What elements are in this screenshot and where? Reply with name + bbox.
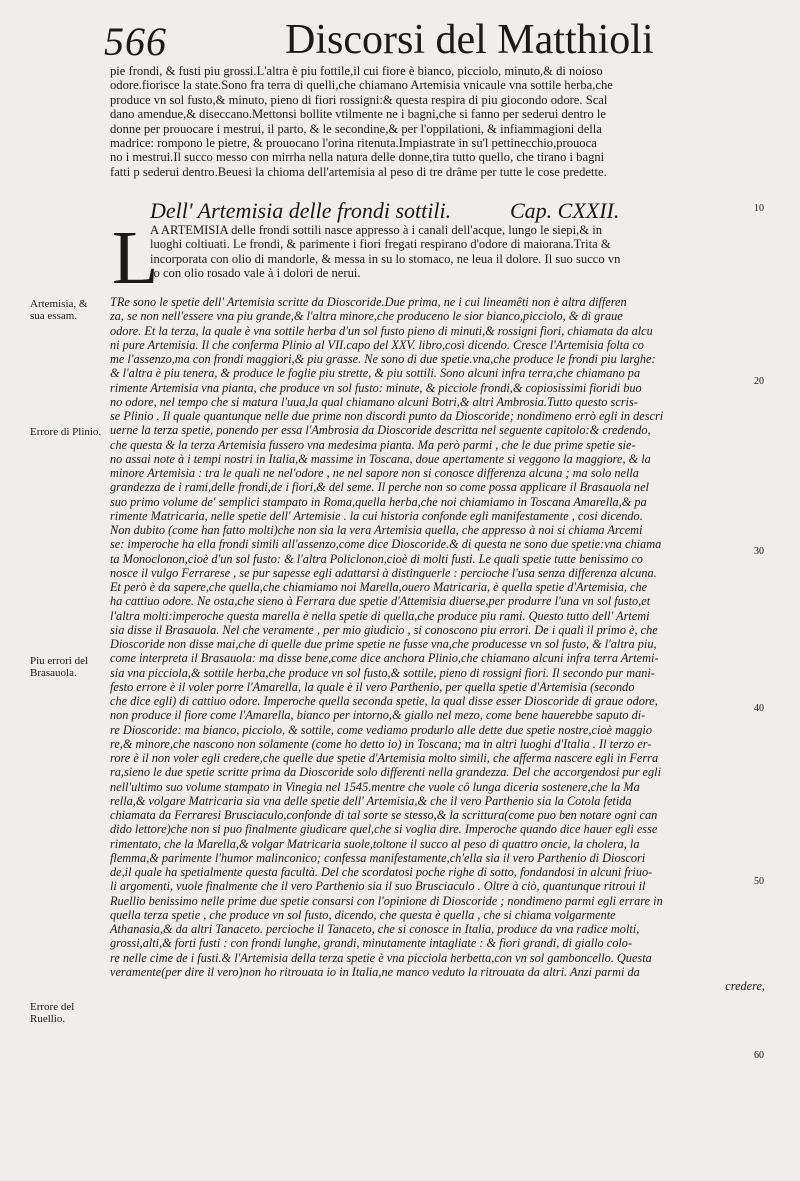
text-line: grandezza de i rami,delle frondi,de i fiori,& del seme. Il perche non so come possa applicare il Brasauola nel (110, 480, 649, 495)
text-line: pie frondi, & fusti piu grossi.L'altra è piu fottile,il cui fiore è bianco, picciolo, minuto,& di noioso (110, 64, 603, 78)
text-line: produce vn sol fusto,& minuto, pieno di fiori rossigni:& questa respira di piu giocondo odore. Scal (110, 92, 608, 107)
text-line: rimente Matricaria, nelle spetie dell' Artemisie . la cui historia confonde egli manifestamente , cosi dicendo. (110, 508, 643, 523)
line-number: 20 (754, 376, 764, 387)
text-line: rore è il non voler egli credere,che quelle due spetie d'Artemisia molto simili, che afferma nascere egli in Ferra (110, 751, 659, 765)
text-line: & l'altra è piu tenera, & produce le foglie piu strette, & piu sottili. Sono alcuni infra terra,che chiamano pa (110, 366, 641, 381)
text-line: odore.fiorisce la state.Sono fra terra di quelli,che chiamano Artemisia vnicaule vna sottile herba,che (110, 78, 613, 93)
text-line: me l'assenzo,ma con frondi maggiori,& piu grasse. Ne sono di due spetie.vna,che produce le frondi piu larghe: (110, 352, 656, 366)
text-line: nell'ultimo suo volume stampato in Vinegia nel 1545.mentre che vuole cô lunga diceria sostenere,che la Ma (110, 779, 640, 794)
text-line: za, se non nell'essere vna piu grande,& l'altra minore,che produceno le sior bianco,picciolo, & di graue (110, 309, 623, 324)
chapter-title: Dell' Artemisia delle frondi sottili. (150, 198, 452, 223)
text-line: rella,& volgare Matricaria sia vna delle spetie dell' Artemisia,& che il vero Parthenio sia la Cotola fetida (110, 793, 632, 808)
text-line: madrice: rompono le pietre, & prouocano l'orina ritenuta.Impiastrate in su'l pettinecchio,prouoca (110, 136, 597, 151)
line-number: 30 (754, 546, 764, 557)
text-line: donne per prouocare i mestrui, il parto, & le secondine,& per l'oppilationi, & infiammagioni della (110, 121, 602, 136)
text-line: sia disse il Brasauola. Nel che veramente , per mio giudicio , si conoscono piu errori. De i quali il primo è, che (110, 622, 658, 637)
text-line: ra,sieno le due spetie scritte prima da Dioscoride solo differenti nella grandezza. Del che accorgendosi pur egli (110, 765, 661, 780)
text-line: odore. Et la terza, la quale è vna sottile herba d'un sol fusto pieno di minuti,& rossigni fiori, chiamata da alcu (110, 323, 653, 338)
text-line: dido lettore)che non si puo finalmente giudicare quel,che si voglia dire. Imperoche quando dice hauer egli esse (110, 822, 658, 837)
chapter-heading (110, 198, 760, 222)
line-number: 40 (754, 703, 764, 714)
commentary-text (110, 295, 765, 993)
line-number: 60 (754, 1050, 764, 1061)
text-line: no assai note à i tempi nostri in Italia,& massime in Toscana, doue apertamente si veggono la maggiore, & la (110, 451, 651, 466)
text-line: quella terza spetie , che produce vn sol fusto, dicendo, che questa è quella , che si chiama volgarmente (110, 907, 616, 922)
text-line: ni pure Artemisia. Il che conferma Plinio al VII.capo del XXV. libro,così dicendo. Cresce l'Artemisia folta co (110, 337, 644, 352)
text-line: credere, (725, 979, 765, 993)
text-line: TRe sono le spetie dell' Artemisia scritte da Dioscoride.Due prima, ne i cui lineamêti non è altra differen (110, 295, 627, 309)
text-line: dano amendue,& diseccano.Mettonsi bollite vtilmente ne i bagni,che si fanno per sederui dentro le (110, 107, 606, 122)
running-head: Discorsi del Matthioli (285, 17, 654, 63)
text-line: sia vna picciola,& sottile herba,che produce vn sol fusto,& sottile, pieno di rossigni fiori. Il secondo pur mani- (110, 665, 655, 680)
margin-note: Artemisia, & sua essam. (30, 298, 88, 322)
text-line: uerne la terza spetie, ponendo per essa l'Ambrosia da Dioscoride descritta nel seguente capitolo:& credendo, (110, 423, 651, 438)
text-line: festo errore è il voler porre l'Amarella, la quale è il vero Parthenio, per quella spetie d'Artemisia (secondo (110, 679, 635, 694)
line-number: 10 (754, 203, 764, 214)
text-line: non produce il fiore come l'Amarella, bianco per intorno,& giallo nel mezo, come bene hauerebbe saputo di- (110, 708, 646, 723)
text-line: minore Artemisia : tra le quali ne nel'odore , ne nel sapore non si conosce differenza alcuna ; ma solo nella (110, 466, 639, 480)
page-header (0, 14, 800, 62)
drop-cap: L (112, 216, 159, 300)
text-line: veramente(per dire il vero)non ho ritrouata io in Italia,ne manco veduto la ritrouata da altri. Anzi parmi da (110, 964, 640, 979)
margin-note: Errore del Ruellio. (30, 1001, 75, 1025)
text-line: che questa & la terza Artemisia fussero vna medesima pianta. Ma però parmi , che le due prime spetie sie- (110, 437, 636, 452)
text-line: che dice egli) di cattiuo odore. Imperoche quella seconda spetie, la qual disse esser Dioscoride di graue odore, (110, 694, 658, 708)
dioscorides-text (150, 223, 765, 281)
text-line: luoghi coltiuati. Le frondi, & parimente i fiori fregati respirano d'odore di maiorana.Trita & (150, 237, 611, 252)
text-line: rimente Artemisia vna pianta, che produce vn sol fusto: minute, & picciole frondi,& copiosissimi fioridi buo (110, 380, 642, 395)
page-number: 566 (104, 19, 167, 64)
text-line: Dioscoride non disse mai,che di quelle due prime spetie ne fusse vna,che producesse vn sol fusto, & l'altra piu, (110, 637, 657, 651)
margin-note: Piu errori del Brasauola. (30, 655, 89, 679)
text-line: nosce il vulgo Ferrarese , se pur sapesse egli adattarsi à distinguerle : percioche l'usa senza differenza alcuna. (110, 565, 657, 580)
text-line: ta Monoclonon,cioè d'un sol fusto: & l'altra Policlonon,cioè di molti fusti. Le quali spetie tutte benissimo co (110, 551, 643, 566)
intro-text (110, 64, 765, 179)
text-line: A ARTEMISIA delle frondi sottili nasce appresso à i canali dell'acque, lungo le siepi,& in (150, 223, 602, 237)
text-line: grossi,alti,& forti fusti : con frondi lunghe, grandi, minutamente intagliate : & fiori grandi, di giallo colo- (110, 936, 633, 951)
text-line: ha cattiuo odore. Ne osta,che sieno à Ferrara due spetie d'Attemisia diuerse,per produrre l'una vn sol fusto,et (110, 594, 651, 609)
text-line: suo primo volume de' semplici stampato in Roma,quella herba,che noi chiamiamo in Toscana Amarella,& pa (110, 494, 647, 509)
text-line: se Plinio . Il quale quantunque nelle due prime non discordi punto da Dioscoride; nondimeno errò egli in descri (110, 409, 664, 423)
text-line: incorporata con olio di mandorle, & messa in su lo stomaco, ne leua il dolore. Il suo succo vn (150, 251, 621, 266)
text-line: to con olio rosado vale à i dolori de nerui. (150, 266, 361, 281)
line-number: 50 (754, 876, 764, 887)
text-line: no i mestrui.Il succo messo con mirrha nella natura delle donne,tira tutto quello, che tirano i bagni (110, 150, 605, 165)
text-line: flemma,& parimente l'humor malinconico; confessa manifestamente,ch'ella sia il vero Parthenio di Dioscori (110, 850, 646, 865)
text-line: re Dioscoride: ma bianco, picciolo, & sottile, come vediamo produrlo alle dette due spetie nostre,cioè maggio (110, 722, 652, 737)
text-line: l'altra molti:imperoche questa marella è nella spetie di quella,che produce piu rami. Questo tutto dell' Artemi (110, 608, 650, 623)
text-line: re,& minore,che nascono non solamente (come ho detto io) in Toscana; ma in altri luoghi d'Italia . Il terzo er- (110, 736, 652, 751)
text-line: fatti p sederui dentro.Beuesi la chioma dell'artemisia al peso di tre drâme per tutte le cose predette. (110, 164, 607, 179)
text-line: Et però è da sapere,che quella,che chiamiamo noi Marella,ouero Matricaria, è quella spetie d'Artemisia, che (110, 580, 648, 594)
text-line: come interpreta il Brasauola: ma disse bene,come dice anchora Plinio,che chiamano alcuni infra terra Artemi- (110, 651, 659, 666)
text-line: Non dubito (come han fatto molti)che non sia la vera Artemisia quella, che appresso à noi si chiama Arcemi (110, 523, 643, 537)
text-line: Athanasia,& da altri Tanaceto. percioche il Tanaceto, che si conosce in Italia, produce da vna radice molti, (110, 922, 640, 936)
text-line: rimentato, che la Marella,& volgar Matricaria suole,toltone il succo al peso di quattro oncie, la cholera, la (110, 836, 640, 851)
text-line: de,il quale ha spetialmente questa facultà. Del che scordatosi poche righe di sotto, fondandosi in alcuni friuo- (110, 865, 653, 879)
text-line: no odore, nel tempo che si matura l'uua,la qual chiamano alcuni Botri,& altri Ambrosia.Tutto questo scris- (110, 394, 638, 409)
text-line: se: imperoche ha ella frondi simili all'assenzo,come dice Dioscoride.& di questa ne sono due spetie:vna chiama (110, 537, 662, 552)
text-line: Ruellio benissimo nelle prime due spetie consarsi con l'opinione di Dioscoride ; nondimeno parmi egli errare in (110, 893, 663, 908)
text-line: chiamata da Ferraresi Brusciaculo,confonde di tal sorte se stesso,& la scrittura(come puo ben notare ogni can (110, 808, 658, 822)
text-line: re nelle cime de i fusti.& l'Artemisia della terza spetie è vna picciola herbetta,con vn sol gamboncello. Questa (110, 950, 652, 965)
margin-note: Errore di Plinio. (30, 426, 102, 438)
chapter-number: Cap. CXXII. (510, 198, 620, 223)
text-line: li argomenti, vuole finalmente che il vero Parthenio sia il suo Brusciaculo . Oltre à ciò, quantunque ritroui il (110, 879, 646, 894)
